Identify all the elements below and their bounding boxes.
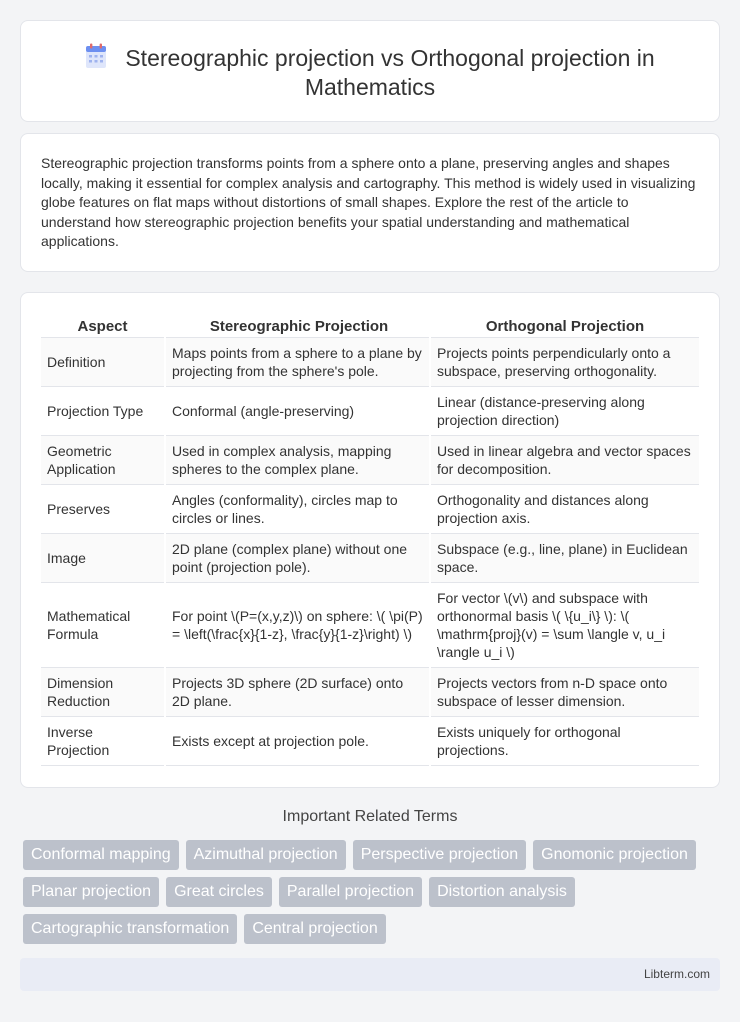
cell-aspect: Projection Type bbox=[41, 386, 165, 435]
related-term-tag[interactable]: Distortion analysis bbox=[429, 877, 575, 907]
cell-orthogonal: Subspace (e.g., line, plane) in Euclidean space. bbox=[430, 533, 699, 582]
cell-stereographic: 2D plane (complex plane) without one point (projection pole). bbox=[165, 533, 430, 582]
cell-orthogonal: Projects points perpendicularly onto a subspace, preserving orthogonality. bbox=[430, 337, 699, 386]
related-term-tag[interactable]: Planar projection bbox=[23, 877, 159, 907]
related-term-tag[interactable]: Cartographic transformation bbox=[23, 914, 237, 944]
cell-stereographic: Exists except at projection pole. bbox=[165, 716, 430, 765]
header-orthogonal: Orthogonal Projection bbox=[430, 315, 699, 337]
cell-stereographic: Conformal (angle-preserving) bbox=[165, 386, 430, 435]
cell-stereographic: Maps points from a sphere to a plane by projecting from the sphere's pole. bbox=[165, 337, 430, 386]
cell-aspect: Dimension Reduction bbox=[41, 667, 165, 716]
table-header-row bbox=[41, 315, 699, 337]
footer-site-link[interactable]: Libterm.com bbox=[643, 967, 710, 981]
related-term-tag[interactable]: Conformal mapping bbox=[23, 840, 179, 870]
page-title-wrap bbox=[61, 43, 679, 102]
table-row bbox=[41, 435, 699, 484]
cell-orthogonal: Used in linear algebra and vector spaces for decomposition. bbox=[430, 435, 699, 484]
comparison-table bbox=[41, 315, 699, 766]
cell-orthogonal: Linear (distance-preserving along projection direction) bbox=[430, 386, 699, 435]
related-term-tag[interactable]: Parallel projection bbox=[279, 877, 422, 907]
related-term-tag[interactable]: Azimuthal projection bbox=[186, 840, 346, 870]
comparison-card bbox=[20, 292, 720, 788]
cell-stereographic: For point \(P=(x,y,z)\) on sphere: \( \pi(P) = \left(\frac{x}{1-z}, \frac{y}{1-z}\right) \) bbox=[165, 582, 430, 667]
cell-aspect: Geometric Application bbox=[41, 435, 165, 484]
related-term-tag[interactable]: Perspective projection bbox=[353, 840, 526, 870]
table-row bbox=[41, 716, 699, 765]
cell-stereographic: Used in complex analysis, mapping spheres to the complex plane. bbox=[165, 435, 430, 484]
table-row bbox=[41, 533, 699, 582]
related-terms-list bbox=[23, 840, 723, 944]
intro-card bbox=[20, 133, 720, 272]
table-row bbox=[41, 337, 699, 386]
cell-stereographic: Projects 3D sphere (2D surface) onto 2D plane. bbox=[165, 667, 430, 716]
cell-aspect: Preserves bbox=[41, 484, 165, 533]
footer bbox=[20, 958, 720, 991]
title-card bbox=[20, 20, 720, 122]
cell-orthogonal: Projects vectors from n-D space onto subspace of lesser dimension. bbox=[430, 667, 699, 716]
document-icon bbox=[85, 43, 107, 69]
related-term-tag[interactable]: Gnomonic projection bbox=[533, 840, 696, 870]
table-row bbox=[41, 386, 699, 435]
table-row bbox=[41, 582, 699, 667]
related-terms-title: Important Related Terms bbox=[282, 808, 458, 825]
intro-paragraph: Stereographic projection transforms points from a sphere onto a plane, preserving angles and shapes locally, making it essential for complex analysis and cartography. This method is widely used in visualizing globe features on flat maps without distortions of small shapes. Explore the rest of the article to understand how stereographic projection benefits your spatial understanding and mathematical applications. bbox=[41, 155, 696, 250]
cell-orthogonal: Exists uniquely for orthogonal projections. bbox=[430, 716, 699, 765]
cell-aspect: Mathematical Formula bbox=[41, 582, 165, 667]
table-row bbox=[41, 667, 699, 716]
cell-aspect: Image bbox=[41, 533, 165, 582]
table-row bbox=[41, 484, 699, 533]
header-stereographic: Stereographic Projection bbox=[165, 315, 430, 337]
cell-aspect: Definition bbox=[41, 337, 165, 386]
cell-orthogonal: Orthogonality and distances along projection axis. bbox=[430, 484, 699, 533]
header-aspect: Aspect bbox=[41, 315, 165, 337]
related-term-tag[interactable]: Great circles bbox=[166, 877, 272, 907]
cell-aspect: Inverse Projection bbox=[41, 716, 165, 765]
cell-stereographic: Angles (conformality), circles map to circles or lines. bbox=[165, 484, 430, 533]
page-title: Stereographic projection vs Orthogonal projection in Mathematics bbox=[125, 45, 655, 100]
cell-orthogonal: For vector \(v\) and subspace with orthonormal basis \( \{u_i\} \): \( \mathrm{proj}(v) = \sum \langle v, u_i \rangle u_i \) bbox=[430, 582, 699, 667]
related-term-tag[interactable]: Central projection bbox=[244, 914, 385, 944]
